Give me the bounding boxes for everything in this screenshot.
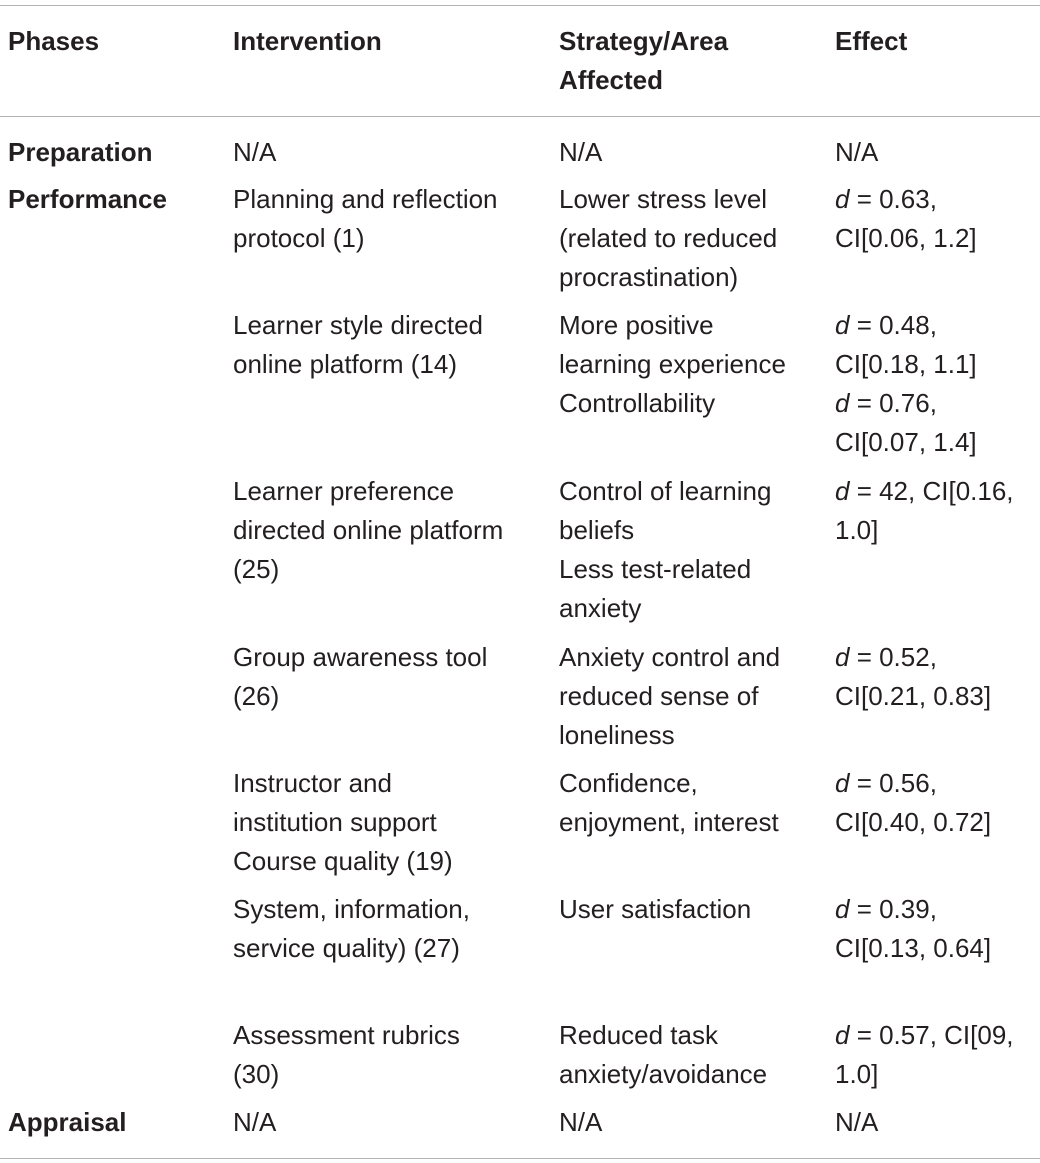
effect-line bbox=[835, 133, 878, 172]
effect-value: = 0.52, bbox=[849, 642, 937, 672]
header-intervention bbox=[233, 22, 382, 61]
effect-line bbox=[835, 511, 1014, 550]
intervention-line: System, information, bbox=[233, 894, 470, 924]
intervention-line: protocol (1) bbox=[233, 223, 365, 253]
strategy-line: loneliness bbox=[559, 720, 675, 750]
effect-size-symbol: d bbox=[835, 1020, 850, 1050]
effect-value: = 0.56, bbox=[849, 768, 937, 798]
effect-value: = 0.76, bbox=[849, 388, 937, 418]
effect-value: CI[0.40, 0.72] bbox=[835, 807, 992, 837]
intervention-line: (26) bbox=[233, 681, 280, 711]
intervention-cell bbox=[233, 180, 498, 258]
intervention-line: Instructor and bbox=[233, 768, 392, 798]
header-strategy-line: Strategy/Area bbox=[559, 26, 729, 56]
intervention-cell bbox=[233, 1103, 276, 1142]
intervention-cell bbox=[233, 890, 470, 968]
strategy-line: More positive bbox=[559, 310, 714, 340]
strategy-line: beliefs bbox=[559, 515, 635, 545]
effect-value: CI[0.21, 0.83] bbox=[835, 681, 992, 711]
effect-line bbox=[835, 1103, 878, 1142]
effect-line bbox=[835, 1055, 1014, 1094]
strategy-cell bbox=[559, 638, 780, 755]
strategy-line: enjoyment, interest bbox=[559, 807, 779, 837]
effect-size-symbol: d bbox=[835, 768, 850, 798]
header-strategy-line: Affected bbox=[559, 65, 664, 95]
effect-value: 1.0] bbox=[835, 1059, 879, 1089]
strategy-line: anxiety/avoidance bbox=[559, 1059, 768, 1089]
strategy-line: Less test-related bbox=[559, 554, 752, 584]
intervention-line: online platform (14) bbox=[233, 349, 457, 379]
effect-value: N/A bbox=[835, 1107, 879, 1137]
header-phases bbox=[8, 22, 99, 61]
strategy-line: Confidence, bbox=[559, 768, 698, 798]
strategy-cell bbox=[559, 180, 777, 297]
intervention-cell bbox=[233, 638, 487, 716]
effect-value: = 0.48, bbox=[849, 310, 937, 340]
intervention-line: (25) bbox=[233, 554, 280, 584]
strategy-cell bbox=[559, 764, 779, 842]
effect-cell bbox=[835, 764, 991, 842]
phase-label: Preparation bbox=[8, 137, 153, 167]
effect-size-symbol: d bbox=[835, 476, 850, 506]
effect-value: N/A bbox=[835, 137, 879, 167]
strategy-cell bbox=[559, 890, 751, 929]
effect-cell bbox=[835, 1103, 878, 1142]
intervention-line: directed online platform bbox=[233, 515, 504, 545]
effect-value: = 0.63, bbox=[849, 184, 937, 214]
effect-cell bbox=[835, 133, 878, 172]
effect-size-symbol: d bbox=[835, 642, 850, 672]
effect-cell bbox=[835, 890, 991, 968]
effect-line bbox=[835, 1016, 1014, 1055]
header-effect-label: Effect bbox=[835, 26, 908, 56]
intervention-line: Learner preference bbox=[233, 476, 455, 506]
header-strategy bbox=[559, 22, 728, 100]
strategy-line: N/A bbox=[559, 1107, 603, 1137]
effect-size-symbol: d bbox=[835, 894, 850, 924]
intervention-line: Group awareness tool bbox=[233, 642, 488, 672]
effect-line bbox=[835, 384, 977, 423]
effect-line bbox=[835, 890, 991, 929]
header-intervention-label: Intervention bbox=[233, 26, 382, 56]
strategy-line: reduced sense of bbox=[559, 681, 759, 711]
intervention-line: N/A bbox=[233, 1107, 277, 1137]
intervention-cell bbox=[233, 133, 276, 172]
effect-line bbox=[835, 180, 977, 219]
effect-line bbox=[835, 306, 977, 345]
intervention-cell bbox=[233, 472, 503, 589]
intervention-line: service quality) (27) bbox=[233, 933, 460, 963]
effect-value: CI[0.18, 1.1] bbox=[835, 349, 977, 379]
effect-line bbox=[835, 764, 991, 803]
effect-line bbox=[835, 803, 991, 842]
intervention-cell bbox=[233, 306, 483, 384]
strategy-cell bbox=[559, 472, 771, 628]
intervention-line: (30) bbox=[233, 1059, 280, 1089]
strategy-line: Anxiety control and bbox=[559, 642, 781, 672]
intervention-cell bbox=[233, 764, 453, 881]
strategy-line: Lower stress level bbox=[559, 184, 768, 214]
effect-cell bbox=[835, 638, 991, 716]
strategy-line: learning experience bbox=[559, 349, 786, 379]
effect-line bbox=[835, 638, 991, 677]
table-bottom-rule bbox=[0, 1158, 1040, 1159]
strategy-line: procrastination) bbox=[559, 262, 739, 292]
effect-line bbox=[835, 219, 977, 258]
effect-cell bbox=[835, 180, 977, 258]
strategy-line: Reduced task bbox=[559, 1020, 718, 1050]
effect-size-symbol: d bbox=[835, 310, 850, 340]
effect-cell bbox=[835, 306, 977, 462]
intervention-line: Learner style directed bbox=[233, 310, 484, 340]
strategy-cell bbox=[559, 1103, 602, 1142]
strategy-line: N/A bbox=[559, 137, 603, 167]
phase-label: Appraisal bbox=[8, 1107, 127, 1137]
strategy-line: (related to reduced bbox=[559, 223, 778, 253]
strategy-line: anxiety bbox=[559, 593, 642, 623]
effect-line bbox=[835, 345, 977, 384]
strategy-line: Controllability bbox=[559, 388, 716, 418]
effect-cell bbox=[835, 472, 1014, 550]
effect-size-symbol: d bbox=[835, 388, 850, 418]
intervention-line: Planning and reflection bbox=[233, 184, 498, 214]
effect-cell bbox=[835, 1016, 1014, 1094]
phase-label: Performance bbox=[8, 184, 167, 214]
intervention-line: Course quality (19) bbox=[233, 846, 453, 876]
header-effect bbox=[835, 22, 907, 61]
intervention-cell bbox=[233, 1016, 460, 1094]
effect-value: 1.0] bbox=[835, 515, 879, 545]
effect-value: = 0.39, bbox=[849, 894, 937, 924]
strategy-line: User satisfaction bbox=[559, 894, 752, 924]
strategy-line: Control of learning bbox=[559, 476, 772, 506]
effect-line bbox=[835, 472, 1014, 511]
header-phases-label: Phases bbox=[8, 26, 100, 56]
effect-line bbox=[835, 929, 991, 968]
strategy-cell bbox=[559, 1016, 767, 1094]
table-top-rule bbox=[0, 5, 1040, 6]
effect-size-symbol: d bbox=[835, 184, 850, 214]
effect-line bbox=[835, 677, 991, 716]
effect-value: = 0.57, CI[09, bbox=[849, 1020, 1014, 1050]
header-bottom-rule bbox=[0, 116, 1040, 117]
intervention-line: institution support bbox=[233, 807, 437, 837]
effect-line bbox=[835, 423, 977, 462]
strategy-cell bbox=[559, 306, 786, 423]
intervention-line: N/A bbox=[233, 137, 277, 167]
effect-value: = 42, CI[0.16, bbox=[849, 476, 1014, 506]
strategy-cell bbox=[559, 133, 602, 172]
intervention-line: Assessment rubrics bbox=[233, 1020, 460, 1050]
effect-value: CI[0.07, 1.4] bbox=[835, 427, 977, 457]
effect-value: CI[0.13, 0.64] bbox=[835, 933, 992, 963]
effect-value: CI[0.06, 1.2] bbox=[835, 223, 977, 253]
